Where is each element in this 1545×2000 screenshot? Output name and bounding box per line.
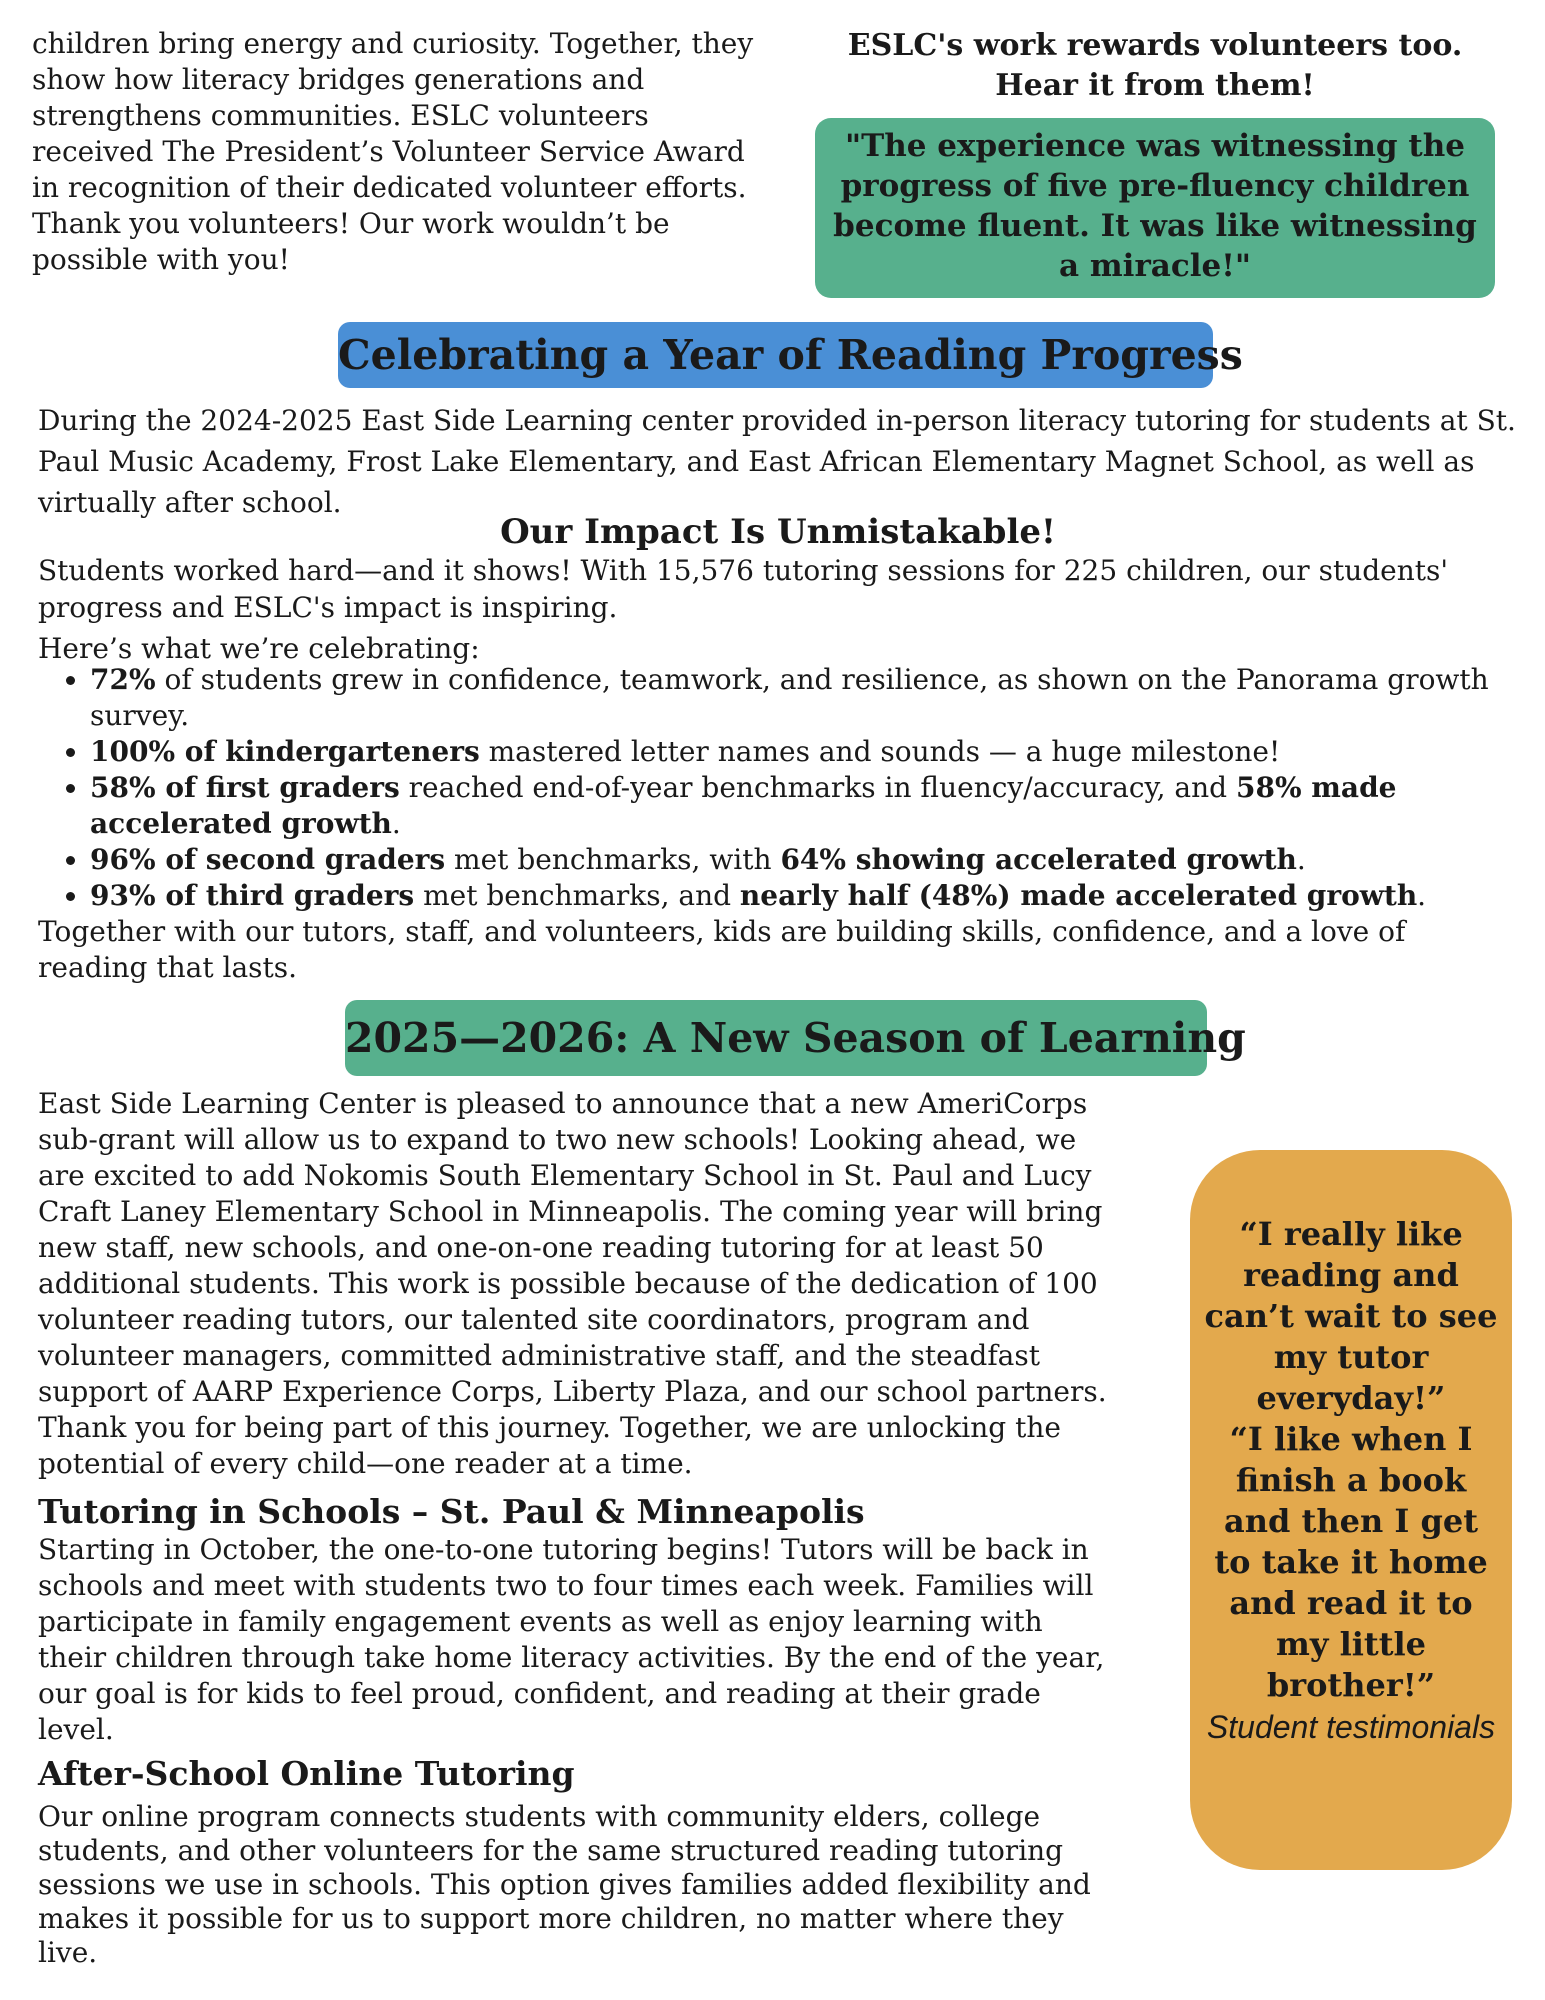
tutoring-in-schools-heading: Tutoring in Schools – St. Paul & Minneapolis (38, 1492, 865, 1531)
student-testimonials-box (1190, 1150, 1512, 1870)
testimonial-caption: Student testimonials (1206, 1709, 1496, 1745)
tutoring-in-schools-paragraph: Starting in October, the one-to-one tutoring begins! Tutors will be back in schools and meet with students two to four times each week. Families will participate in family engagement events as well as enjoy learning with their children through take home literacy activities. By the end of the year, our goal is for kids to feel proud, confident, and reading at their grade level. (38, 1533, 1105, 1746)
section-banner-new-season: 2025—2026: A New Season of Learning (345, 1000, 1207, 1076)
list-item: • 96% of second graders met benchmarks, with 64% showing accelerated growth. (90, 842, 1508, 878)
testimonial-quote-1: “I really like reading and can’t wait to see my tutor everyday!” (1204, 1215, 1498, 1417)
list-item: • 58% of first graders reached end-of-year benchmarks in fluency/accuracy, and 58% made accelerated growth. (90, 770, 1508, 842)
online-tutoring-heading: After-School Online Tutoring (38, 1754, 575, 1793)
impact-heading: Our Impact Is Unmistakable! (500, 512, 1056, 552)
closing-paragraph: Together with our tutors, staff, and volunteers, kids are building skills, confidence, and a love of reading that lasts. (38, 915, 1406, 984)
volunteer-rewards-title-line2: Hear it from them! (995, 68, 1315, 103)
testimonial-quote-2: “I like when I finish a book and then I get to take it home and read it to my little brother!” (1214, 1420, 1488, 1704)
achievements-list (38, 662, 1508, 914)
new-season-paragraph: East Side Learning Center is pleased to announce that a new AmeriCorps sub-grant will allow us to expand to two new schools! Looking ahead, we are excited to add Nokomis South Elementary School in St. Paul and Lucy Craft Laney Elementary School in Minneapolis. The coming year will bring new staff, new schools, and one-on-one reading tutoring for at least 50 additional students. This work is possible because of the dedication of 100 volunteer reading tutors, our talented site coordinators, program and volunteer managers, committed administrative staff, and the steadfast support of AARP Experience Corps, Liberty Plaza, and our school partners. Thank you for being part of this journey. Together, we are unlocking the potential of every child—one reader at a time. (38, 1087, 1107, 1480)
volunteer-quote: "The experience was witnessing the progress of five pre-fluency children become fluent. It was like witnessing a miracle!" (815, 118, 1495, 298)
online-tutoring-paragraph: Our online program connects students with community elders, college students, and other volunteers for the same structured reading tutoring sessions we use in schools. This option gives families added flexibility and makes it possible for us to support more children, no matter where they live. (38, 1800, 1091, 1969)
celebrating-intro: Here’s what we’re celebrating: (38, 632, 480, 665)
section-banner-reading-progress: Celebrating a Year of Reading Progress (338, 322, 1213, 388)
year-summary-paragraph: During the 2024-2025 East Side Learning center provided in-person literacy tutoring for students at St. Paul Music Academy, Frost Lake Elementary, and East African Elementary Magnet School, as well as virtually after school. (38, 404, 1516, 519)
list-item: • 100% of kindergarteners mastered letter names and sounds — a huge milestone! (90, 734, 1508, 770)
impact-paragraph: Students worked hard—and it shows! With 15,576 tutoring sessions for 225 children, our students' progress and ESLC's impact is inspiring. (38, 554, 1449, 624)
volunteer-rewards-title (800, 26, 1510, 106)
volunteer-rewards-title-line1: ESLC's work rewards volunteers too. (847, 28, 1463, 63)
intro-paragraph: children bring energy and curiosity. Together, they show how literacy bridges generations and strengthens communities. ESLC volunteers received The President’s Volunteer Service Award in recognition of their dedicated volunteer efforts. Thank you volunteers! Our work wouldn’t be possible with you! (32, 27, 754, 276)
list-item: • 72% of students grew in confidence, teamwork, and resilience, as shown on the Panorama growth survey. (90, 662, 1508, 734)
list-item: • 93% of third graders met benchmarks, and nearly half (48%) made accelerated growth. (90, 878, 1508, 914)
